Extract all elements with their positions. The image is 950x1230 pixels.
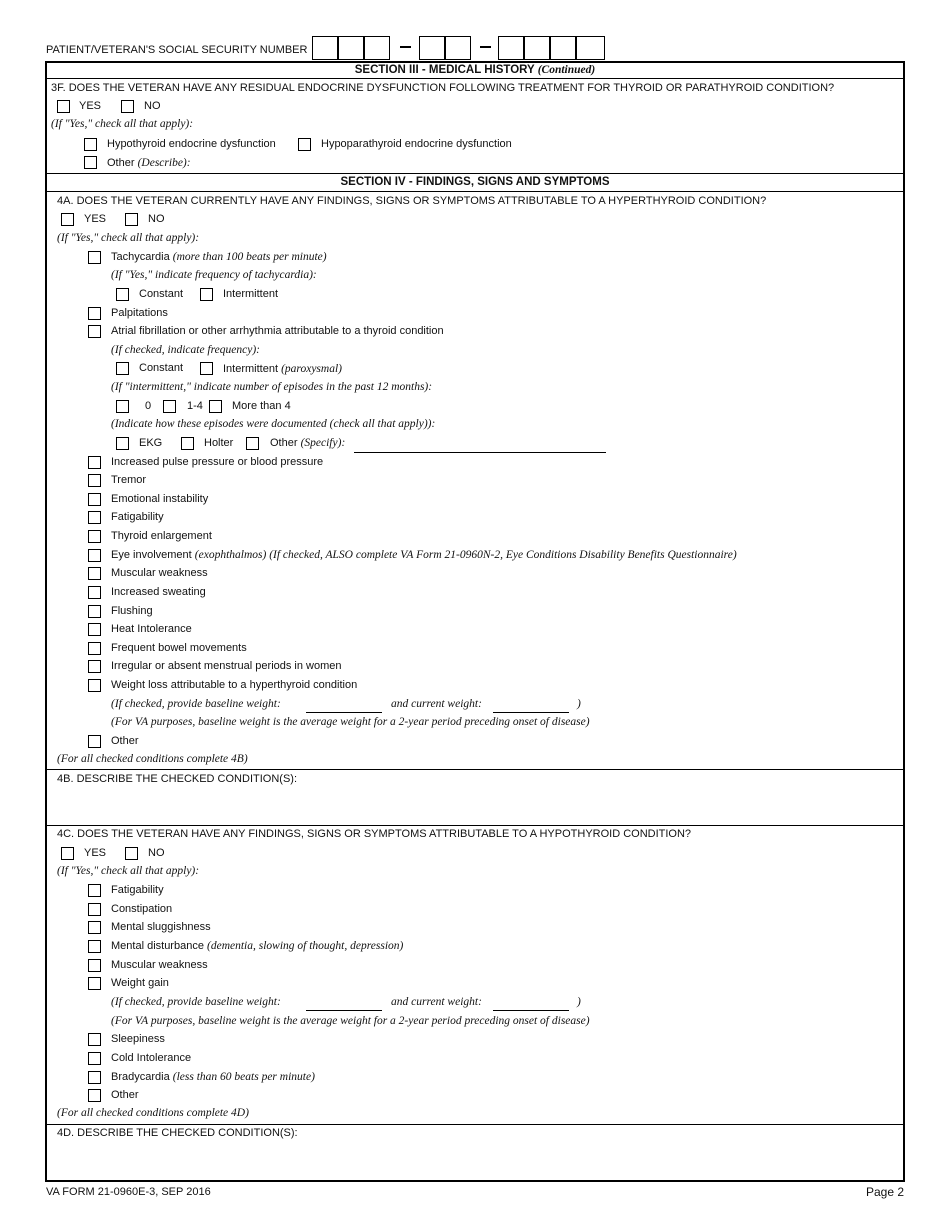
4c-no-label: NO bbox=[148, 847, 165, 859]
afib-intermittent-checkbox[interactable] bbox=[200, 362, 213, 375]
divider bbox=[45, 1124, 905, 1125]
4a-muscular-weakness-checkbox[interactable] bbox=[88, 567, 101, 580]
4c-baseline-instruction: (If checked, provide baseline weight: bbox=[111, 996, 281, 1008]
4c-current-weight-field[interactable] bbox=[493, 1010, 569, 1011]
complete-4d-note: (For all checked conditions complete 4D) bbox=[57, 1107, 249, 1119]
ssn-digit-box[interactable] bbox=[312, 36, 338, 60]
palpitations-checkbox[interactable] bbox=[88, 307, 101, 320]
3f-yes-label: YES bbox=[79, 100, 102, 112]
mental-sluggishness-label: Mental sluggishness bbox=[111, 921, 211, 933]
hypoparathyroid-dysfunction-checkbox[interactable] bbox=[298, 138, 311, 151]
afib-frequency-instruction: (If checked, indicate frequency): bbox=[111, 344, 260, 356]
4a-muscular-weakness-label: Muscular weakness bbox=[111, 567, 208, 579]
4a-other-label: Other bbox=[111, 735, 139, 747]
tachycardia-checkbox[interactable] bbox=[88, 251, 101, 264]
weight-loss-checkbox[interactable] bbox=[88, 679, 101, 692]
ssn-digit-box[interactable] bbox=[364, 36, 390, 60]
4a-other-checkbox[interactable] bbox=[88, 735, 101, 748]
tachycardia-label: Tachycardia (more than 100 beats per minute) bbox=[111, 251, 327, 263]
4c-baseline-note: (For VA purposes, baseline weight is the average weight for a 2-year period preceding onset of disease) bbox=[111, 1015, 590, 1027]
holter-checkbox[interactable] bbox=[181, 437, 194, 450]
4a-no-checkbox[interactable] bbox=[125, 213, 138, 226]
close-paren: ) bbox=[577, 698, 581, 710]
tremor-checkbox[interactable] bbox=[88, 474, 101, 487]
hypoparathyroid-dysfunction-label: Hypoparathyroid endocrine dysfunction bbox=[321, 138, 512, 150]
weight-loss-label: Weight loss attributable to a hyperthyroid condition bbox=[111, 679, 358, 691]
afib-intermittent-label: Intermittent (paroxysmal) bbox=[223, 363, 342, 375]
question-4b: 4B. DESCRIBE THE CHECKED CONDITION(S): bbox=[57, 773, 297, 785]
tremor-label: Tremor bbox=[111, 474, 147, 486]
4b-description-field[interactable] bbox=[50, 788, 900, 822]
4a-baseline-note: (For VA purposes, baseline weight is the average weight for a 2-year period preceding onset of disease) bbox=[111, 716, 590, 728]
bradycardia-checkbox[interactable] bbox=[88, 1071, 101, 1084]
flushing-checkbox[interactable] bbox=[88, 605, 101, 618]
4a-baseline-weight-field[interactable] bbox=[306, 712, 382, 713]
emotional-instability-label: Emotional instability bbox=[111, 493, 209, 505]
constipation-checkbox[interactable] bbox=[88, 903, 101, 916]
4d-description-field[interactable] bbox=[50, 1142, 900, 1178]
4a-instruction: (If "Yes," check all that apply): bbox=[57, 232, 200, 244]
4c-muscular-weakness-label: Muscular weakness bbox=[111, 959, 208, 971]
atrial-fibrillation-label: Atrial fibrillation or other arrhythmia attributable to a thyroid condition bbox=[111, 325, 444, 337]
3f-no-label: NO bbox=[144, 100, 161, 112]
form-id: VA FORM 21-0960E-3, SEP 2016 bbox=[46, 1186, 211, 1198]
heat-intolerance-checkbox[interactable] bbox=[88, 623, 101, 636]
4c-muscular-weakness-checkbox[interactable] bbox=[88, 959, 101, 972]
ekg-label: EKG bbox=[139, 437, 163, 449]
holter-label: Holter bbox=[204, 437, 234, 449]
increased-pulse-checkbox[interactable] bbox=[88, 456, 101, 469]
3f-no-checkbox[interactable] bbox=[121, 100, 134, 113]
question-4d: 4D. DESCRIBE THE CHECKED CONDITION(S): bbox=[57, 1127, 298, 1139]
mental-sluggishness-checkbox[interactable] bbox=[88, 921, 101, 934]
increased-sweating-label: Increased sweating bbox=[111, 586, 206, 598]
question-3f: 3F. DOES THE VETERAN HAVE ANY RESIDUAL ENDOCRINE DYSFUNCTION FOLLOWING TREATMENT FOR THYROID OR PARATHYROID CONDITION? bbox=[51, 82, 835, 94]
eye-involvement-label: Eye involvement (exophthalmos) (If checked, ALSO complete VA Form 21-0960N-2, Eye Conditions Disability Benefits Questionnaire) bbox=[111, 549, 737, 561]
4c-fatigability-label: Fatigability bbox=[111, 884, 164, 896]
episodes-1-4-checkbox[interactable] bbox=[163, 400, 176, 413]
doc-other-label: Other (Specify): bbox=[270, 437, 346, 449]
ssn-label: PATIENT/VETERAN'S SOCIAL SECURITY NUMBER bbox=[46, 44, 308, 56]
ssn-digit-box[interactable] bbox=[445, 36, 471, 60]
3f-other-label: Other (Describe): bbox=[107, 157, 191, 169]
4a-current-weight-label: and current weight: bbox=[391, 698, 482, 710]
4a-yes-label: YES bbox=[84, 213, 107, 225]
4a-baseline-instruction: (If checked, provide baseline weight: bbox=[111, 698, 281, 710]
doc-other-checkbox[interactable] bbox=[246, 437, 259, 450]
palpitations-label: Palpitations bbox=[111, 307, 168, 319]
tachycardia-constant-checkbox[interactable] bbox=[116, 288, 129, 301]
tachycardia-frequency-instruction: (If "Yes," indicate frequency of tachycardia): bbox=[111, 269, 317, 281]
thyroid-enlargement-label: Thyroid enlargement bbox=[111, 530, 212, 542]
ssn-digit-box[interactable] bbox=[550, 36, 576, 60]
bradycardia-label: Bradycardia (less than 60 beats per minute) bbox=[111, 1071, 315, 1083]
4c-baseline-weight-field[interactable] bbox=[306, 1010, 382, 1011]
tachycardia-intermittent-checkbox[interactable] bbox=[200, 288, 213, 301]
4c-instruction: (If "Yes," check all that apply): bbox=[57, 865, 200, 877]
divider bbox=[45, 173, 905, 174]
episodes-0-label: 0 bbox=[145, 400, 152, 412]
4a-yes-checkbox[interactable] bbox=[61, 213, 74, 226]
divider bbox=[45, 78, 905, 79]
episodes-0-checkbox[interactable] bbox=[116, 400, 129, 413]
episodes-instruction: (If "intermittent," indicate number of episodes in the past 12 months): bbox=[111, 381, 433, 393]
4c-fatigability-checkbox[interactable] bbox=[88, 884, 101, 897]
4c-no-checkbox[interactable] bbox=[125, 847, 138, 860]
divider bbox=[45, 825, 905, 826]
menstrual-checkbox[interactable] bbox=[88, 660, 101, 673]
mental-disturbance-checkbox[interactable] bbox=[88, 940, 101, 953]
atrial-fibrillation-checkbox[interactable] bbox=[88, 325, 101, 338]
ssn-digit-box[interactable] bbox=[498, 36, 524, 60]
increased-pulse-label: Increased pulse pressure or blood pressure bbox=[111, 456, 324, 468]
section-3-title: SECTION III - MEDICAL HISTORY (Continued) bbox=[354, 64, 596, 76]
menstrual-label: Irregular or absent menstrual periods in women bbox=[111, 660, 342, 672]
episodes-more-than-4-checkbox[interactable] bbox=[209, 400, 222, 413]
weight-gain-checkbox[interactable] bbox=[88, 977, 101, 990]
episodes-more-than-4-label: More than 4 bbox=[232, 400, 291, 412]
complete-4b-note: (For all checked conditions complete 4B) bbox=[57, 753, 248, 765]
ssn-dash bbox=[400, 46, 411, 48]
4c-yes-checkbox[interactable] bbox=[61, 847, 74, 860]
4c-yes-label: YES bbox=[84, 847, 107, 859]
tachycardia-constant-label: Constant bbox=[139, 288, 184, 300]
mental-disturbance-label: Mental disturbance (dementia, slowing of thought, depression) bbox=[111, 940, 404, 952]
documented-instruction: (Indicate how these episodes were documented (check all that apply)): bbox=[111, 418, 436, 430]
divider bbox=[45, 191, 905, 192]
ssn-digit-box[interactable] bbox=[524, 36, 550, 60]
flushing-label: Flushing bbox=[111, 605, 153, 617]
page-number: Page 2 bbox=[866, 1185, 905, 1199]
sleepiness-checkbox[interactable] bbox=[88, 1033, 101, 1046]
afib-constant-checkbox[interactable] bbox=[116, 362, 129, 375]
section-4-title: SECTION IV - FINDINGS, SIGNS AND SYMPTOMS bbox=[340, 176, 610, 188]
question-4c: 4C. DOES THE VETERAN HAVE ANY FINDINGS, SIGNS OR SYMPTOMS ATTRIBUTABLE TO A HYPOTHYROID CONDITION? bbox=[57, 828, 692, 840]
ssn-dash bbox=[480, 46, 491, 48]
bowel-movements-checkbox[interactable] bbox=[88, 642, 101, 655]
weight-gain-label: Weight gain bbox=[111, 977, 169, 989]
ssn-digit-box[interactable] bbox=[419, 36, 445, 60]
cold-intolerance-checkbox[interactable] bbox=[88, 1052, 101, 1065]
4a-fatigability-checkbox[interactable] bbox=[88, 511, 101, 524]
ssn-digit-box[interactable] bbox=[576, 36, 605, 60]
4c-other-checkbox[interactable] bbox=[88, 1089, 101, 1102]
ssn-digit-box[interactable] bbox=[338, 36, 364, 60]
emotional-instability-checkbox[interactable] bbox=[88, 493, 101, 506]
episodes-1-4-label: 1-4 bbox=[187, 400, 203, 412]
4a-current-weight-field[interactable] bbox=[493, 712, 569, 713]
3f-other-checkbox[interactable] bbox=[84, 156, 97, 169]
close-paren: ) bbox=[577, 996, 581, 1008]
3f-instruction: (If "Yes," check all that apply): bbox=[51, 118, 194, 130]
eye-involvement-checkbox[interactable] bbox=[88, 549, 101, 562]
cold-intolerance-label: Cold Intolerance bbox=[111, 1052, 192, 1064]
bowel-movements-label: Frequent bowel movements bbox=[111, 642, 247, 654]
constipation-label: Constipation bbox=[111, 903, 173, 915]
divider bbox=[45, 769, 905, 770]
4c-other-label: Other bbox=[111, 1089, 139, 1101]
4c-current-weight-label: and current weight: bbox=[391, 996, 482, 1008]
form-frame bbox=[45, 61, 905, 1182]
afib-constant-label: Constant bbox=[139, 362, 184, 374]
hypothyroid-dysfunction-label: Hypothyroid endocrine dysfunction bbox=[107, 138, 276, 150]
doc-other-specify-field[interactable] bbox=[354, 452, 606, 453]
sleepiness-label: Sleepiness bbox=[111, 1033, 165, 1045]
heat-intolerance-label: Heat Intolerance bbox=[111, 623, 192, 635]
3f-yes-checkbox[interactable] bbox=[57, 100, 70, 113]
ekg-checkbox[interactable] bbox=[116, 437, 129, 450]
4a-fatigability-label: Fatigability bbox=[111, 511, 164, 523]
question-4a: 4A. DOES THE VETERAN CURRENTLY HAVE ANY FINDINGS, SIGNS OR SYMPTOMS ATTRIBUTABLE TO A HYPERTHYROID CONDITION? bbox=[57, 195, 767, 207]
increased-sweating-checkbox[interactable] bbox=[88, 586, 101, 599]
thyroid-enlargement-checkbox[interactable] bbox=[88, 530, 101, 543]
tachycardia-intermittent-label: Intermittent bbox=[223, 288, 279, 300]
4a-no-label: NO bbox=[148, 213, 165, 225]
hypothyroid-dysfunction-checkbox[interactable] bbox=[84, 138, 97, 151]
